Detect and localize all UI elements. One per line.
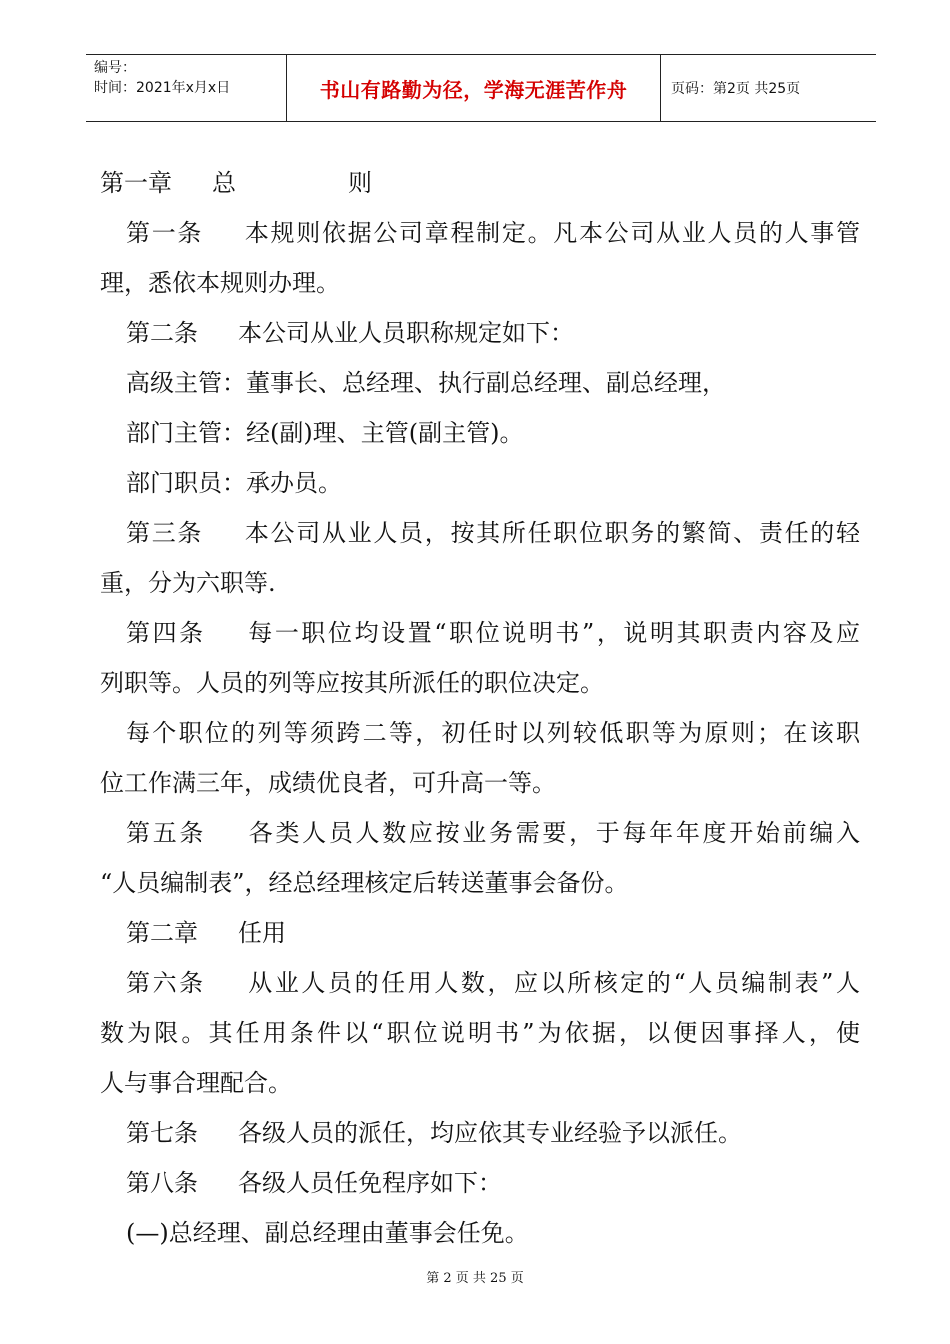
article-text: 本公司从业人员职称规定如下： <box>238 319 574 347</box>
article-number: 第八条 <box>126 1169 198 1197</box>
article-4-line-2: 列职等。人员的列等应按其所派任的职位决定。 <box>100 669 604 697</box>
article-4-line-4: 位工作满三年，成绩优良者，可升高一等。 <box>100 769 556 797</box>
document-time-label: 时间：2021年x月x日 <box>94 80 231 96</box>
header-meta-cell <box>86 55 287 121</box>
document-number-label: 编号： <box>94 60 136 76</box>
article-number: 第三条 <box>126 519 204 547</box>
chapter-number: 第一章 <box>100 169 172 197</box>
document-body <box>100 158 860 1258</box>
article-text: 各级人员任免程序如下： <box>238 1169 502 1197</box>
article-5-line-1 <box>100 808 860 858</box>
chapter-title-part: 总 <box>212 169 236 197</box>
footer-page-number: 第 2 页 共 25 页 <box>426 1271 524 1286</box>
article-number: 第二条 <box>126 319 198 347</box>
article-text: 各类人员人数应按业务需要，于每年年度开始前编入 <box>246 819 860 847</box>
chapter-title: 任用 <box>238 919 286 947</box>
page-footer <box>0 1267 950 1286</box>
chapter-2-heading <box>100 908 860 958</box>
article-6-line-3: 人与事合理配合。 <box>100 1069 292 1097</box>
article-number: 第五条 <box>126 819 207 847</box>
article-text: 各级人员的派任，均应依其专业经验予以派任。 <box>238 1119 742 1147</box>
header-page-number: 页码：第2页 共25页 <box>671 81 801 97</box>
article-8-item-1: (—)总经理、副总经理由董事会任免。 <box>126 1219 529 1247</box>
article-5-line-2: “人员编制表”，经总经理核定后转送董事会备份。 <box>100 869 629 897</box>
article-text: 从业人员的任用人数，应以所核定的“人员编制表”人 <box>245 969 860 997</box>
article-text: 本规则依据公司章程制定。凡本公司从业人员的人事管 <box>243 219 861 247</box>
article-4-line-3: 每个职位的列等须跨二等，初任时以列较低职等为原则；在该职 <box>126 719 860 747</box>
article-1-line-2: 理，悉依本规则办理。 <box>100 269 340 297</box>
article-2-line-1 <box>100 308 860 358</box>
article-3-line-2: 重，分为六职等. <box>100 569 276 597</box>
header-motto: 书山有路勤为径，学海无涯苦作舟 <box>319 77 628 102</box>
title-senior: 高级主管：董事长、总经理、执行副总经理、副总经理， <box>126 369 726 397</box>
article-8-line-1 <box>100 1158 860 1208</box>
page-header <box>86 54 876 122</box>
article-text: 本公司从业人员，按其所任职位职务的繁简、责任的轻 <box>243 519 861 547</box>
article-4-line-1 <box>100 608 860 658</box>
article-3-line-1 <box>100 508 860 558</box>
chapter-title-part: 则 <box>348 169 372 197</box>
chapter-number: 第二章 <box>126 919 198 947</box>
title-staff: 部门职员：承办员。 <box>126 469 342 497</box>
article-number: 第七条 <box>126 1119 198 1147</box>
title-dept-head: 部门主管：经(副)理、主管(副主管)。 <box>126 419 524 447</box>
article-7-line-1 <box>100 1108 860 1158</box>
header-page-cell <box>661 55 876 121</box>
chapter-1-heading <box>100 158 860 208</box>
article-6-line-1 <box>100 958 860 1008</box>
article-6-line-2: 数为限。其任用条件以“职位说明书”为依据，以便因事择人，使 <box>100 1019 860 1047</box>
article-1-line-1 <box>100 208 860 258</box>
article-number: 第一条 <box>126 219 204 247</box>
article-text: 每一职位均设置“职位说明书”，说明其职责内容及应 <box>245 619 860 647</box>
article-number: 第四条 <box>126 619 206 647</box>
article-number: 第六条 <box>126 969 206 997</box>
header-motto-cell <box>287 55 661 121</box>
